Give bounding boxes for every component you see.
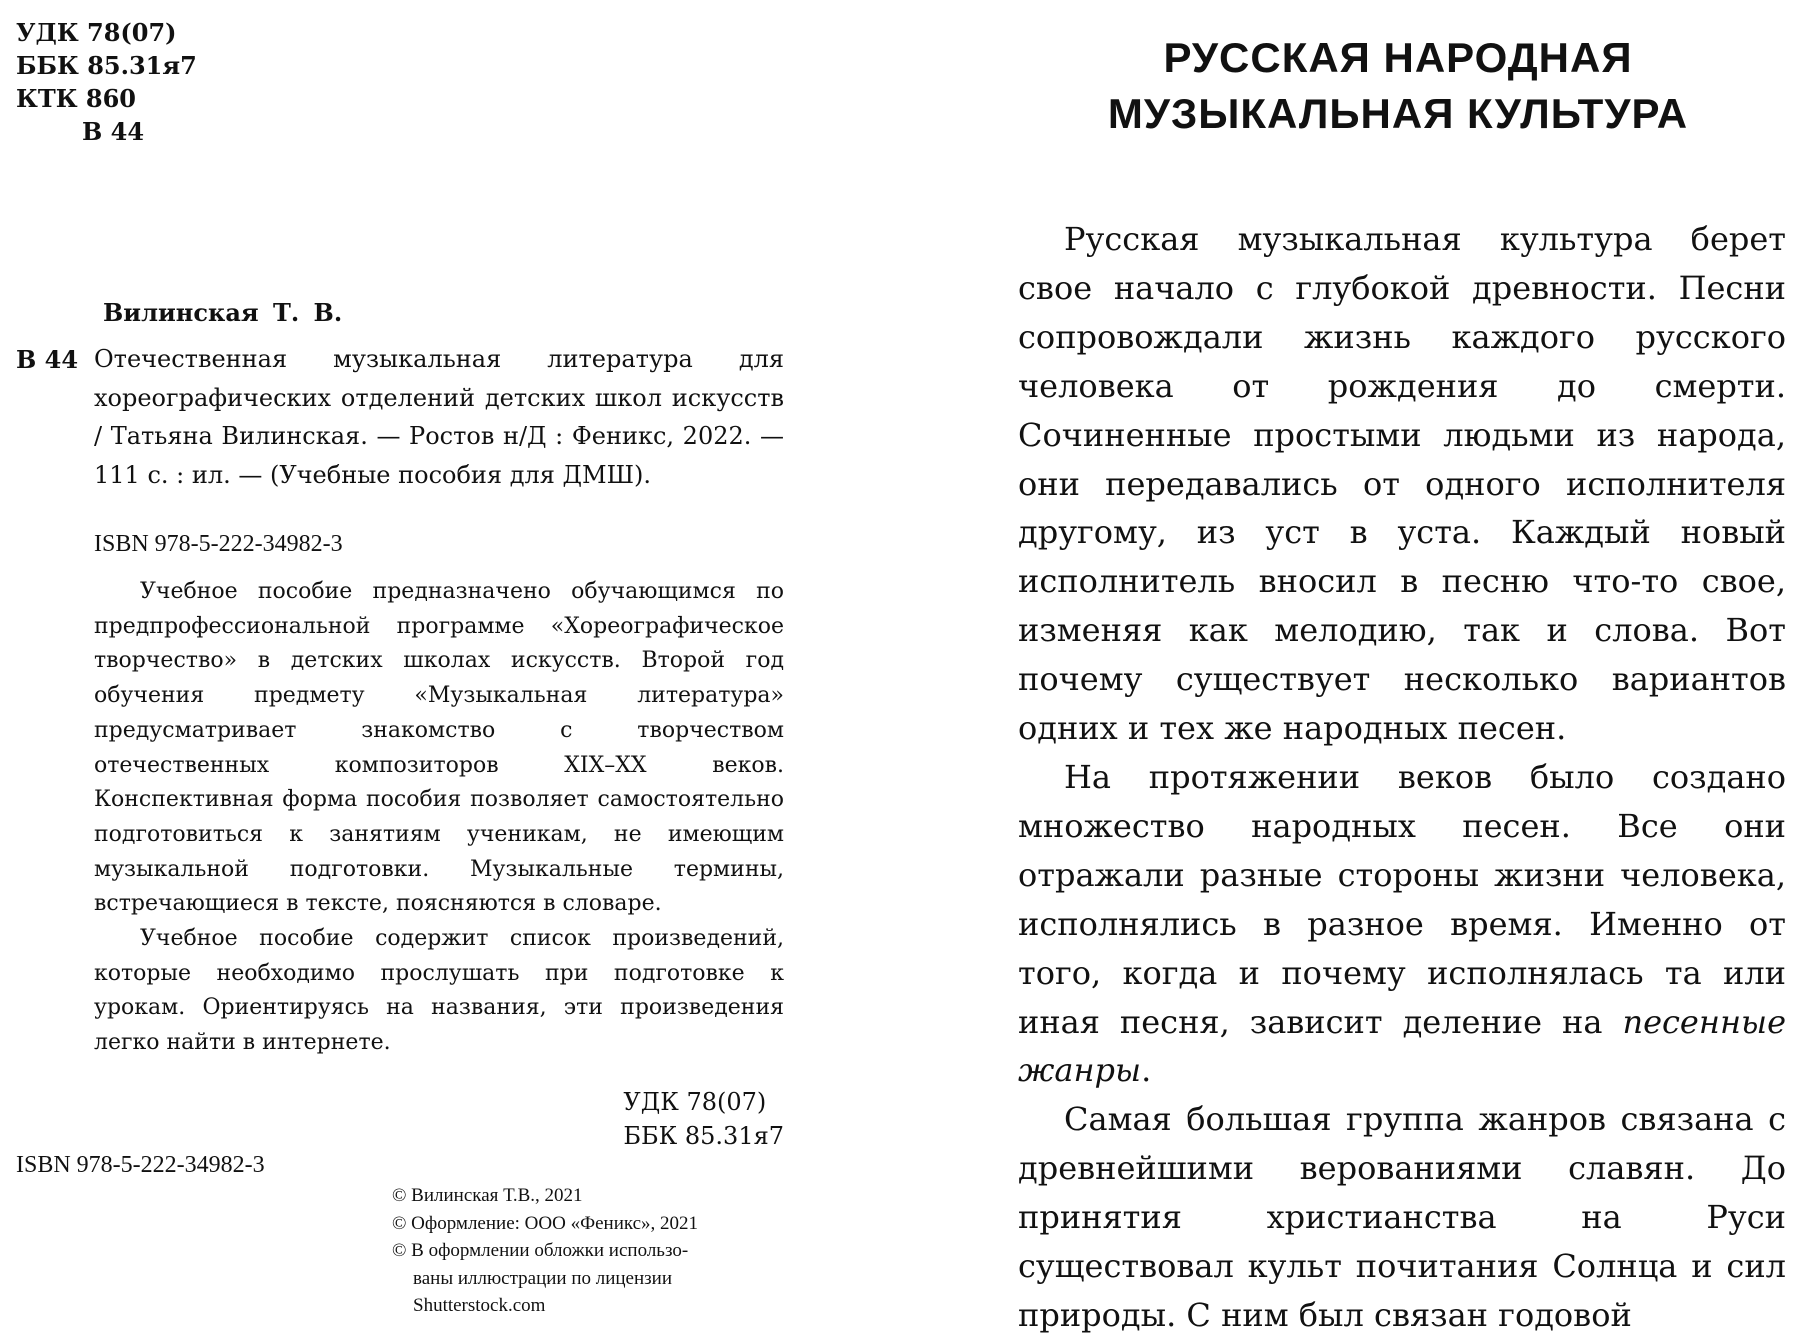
author-mark: В 44 [16, 345, 79, 374]
udk-block [16, 16, 197, 148]
copyright-line: © В оформлении обложки использо- [392, 1240, 689, 1261]
abstract-paragraph: Учебное пособие содержит список произведений, которые необходимо прослушать при подготовке к урокам. Ориентируясь на названия, эти произведения легко найти в интернете. [94, 926, 784, 1056]
bibliographic-description: Отечественная музыкальная литература для хореографических отделений детских школ искусств / Татьяна Вилинская. — Ростов н/Д : Феникс, 2022. — 111 с. : ил. — (Учебные пособия для ДМШ). [94, 345, 784, 489]
author-name: Вилинская Т. В. [103, 298, 343, 327]
bbk-code: ББК 85.31я7 [16, 51, 197, 80]
copyright-line: Shutterstock.com [413, 1295, 546, 1316]
body-paragraph [1018, 753, 1786, 1095]
body-text [1018, 215, 1786, 1340]
emphasis-term: песенные жанры [1018, 1002, 1787, 1090]
body-paragraph: Самая большая группа жанров связана с древнейшими верованиями славян. До принятия христианства на Руси существовал культ почитания Солнца и сил природы. С ним был связан годовой [1018, 1100, 1786, 1334]
copyright-line: © Оформление: ООО «Феникс», 2021 [392, 1212, 699, 1234]
body-paragraph: Русская музыкальная культура берет свое начало с глубокой древности. Песни сопровождали жизнь каждого русского человека от рождения до смерти. Сочиненные простыми людьми из народа, они передавались от одного исполнителя другому, из уст в уста. Каждый новый исполнитель вносил в песню что-то свое, изменяя как мелодию, так и слова. Вот почему существует несколько вариантов одних и тех же народных песен. [1018, 220, 1786, 748]
abstract [94, 575, 784, 1061]
right-page [1000, 0, 1796, 1340]
copyright-block [392, 1182, 698, 1320]
isbn: ISBN 978-5-222-34982-3 [94, 531, 343, 557]
isbn-bottom: ISBN 978-5-222-34982-3 [16, 1152, 265, 1178]
emphasis-tail: . [1141, 1051, 1152, 1090]
copyright-line: © Вилинская Т.В., 2021 [392, 1185, 583, 1206]
chapter-title-line: МУЗЫКАЛЬНАЯ КУЛЬТУРА [1107, 90, 1689, 137]
body-paragraph-text: На протяжении веков было создано множество народных песен. Все они отражали разные стороны жизни человека, исполнялись в разное время. Именно от того, когда и почему исполнялась та или иная песня, зависит деление на [1018, 757, 1786, 1041]
class-codes [623, 1085, 784, 1153]
ktk-code: КТК 860 [16, 84, 136, 113]
left-page [0, 0, 800, 1340]
abstract-paragraph: Учебное пособие предназначено обучающимся по предпрофессиональной программе «Хореографическое творчество» в детских школах искусств. Второй год обучения предмету «Музыкальная литература» предусматривает знакомство с творчеством отечественных композиторов XIX–XX веков. Конспективная форма пособия позволяет самостоятельно подготовиться к занятиям ученикам, не имеющим музыкальной подготовки. Музыкальные термины, встречающиеся в тексте, поясняются в словаре. [94, 579, 784, 917]
author-mark-code: В 44 [82, 117, 145, 146]
udk-code-bottom: УДК 78(07) [623, 1088, 767, 1116]
udk-code: УДК 78(07) [16, 18, 177, 47]
chapter-title-line: РУССКАЯ НАРОДНАЯ [1163, 34, 1633, 81]
chapter-title [1000, 30, 1796, 142]
bbk-code-bottom: ББК 85.31я7 [623, 1122, 784, 1150]
copyright-line: ваны иллюстрации по лицензии [413, 1267, 672, 1289]
